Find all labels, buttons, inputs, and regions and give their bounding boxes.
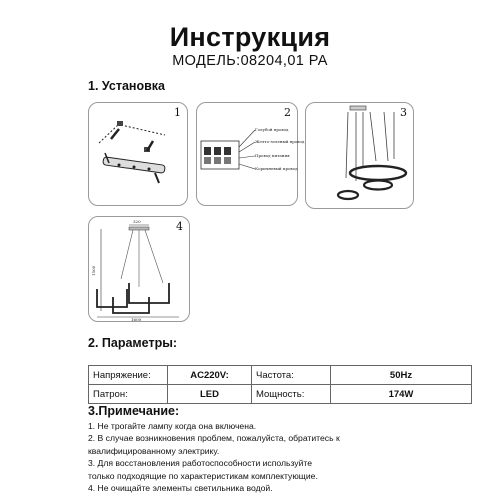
wiring-diagram [197,103,305,205]
list-item: 2. В случае возникновения проблем, пожалуйста, обратитесь к [88,433,340,444]
ring-chandelier-diagram [306,103,413,208]
wire-label-power: Провод питания [255,153,290,158]
list-item: только подходящие по характеристикам комплектующие. [88,470,318,481]
table-row [89,385,472,404]
install-panel-1 [88,102,188,206]
dimension-top-width: 320 [133,219,141,224]
param-value: 50Hz [331,366,472,385]
ceiling-bracket-mounting-diagram [89,103,187,205]
param-label: Частота: [252,366,331,385]
wire-label-brown: Коричневый провод [255,166,298,171]
notes-list [88,420,488,494]
installation-heading: 1. Установка [88,79,165,93]
panel-number: 3 [400,106,407,119]
dimensions-diagram [89,217,189,321]
list-item: квалифицированному электрику. [88,445,220,456]
install-panel-2 [196,102,305,206]
wire-label-yellow-green: Желто-зеленый провод [255,139,305,144]
list-item: 1. Не трогайте лампу когда она включена. [88,421,257,431]
list-item: 4. Не очищайте элементы светильника водой. [88,483,273,494]
wire-label-blue: Голубой провод [255,127,289,132]
install-panel-3 [305,102,414,209]
param-label: Напряжение: [89,366,168,385]
param-value: 174W [331,385,472,404]
panel-number: 1 [174,106,181,119]
param-value: AC220V: [168,366,252,385]
parameters-heading: 2. Параметры: [88,336,178,350]
param-value: LED [168,385,252,404]
dimension-width: 1600 [131,317,142,322]
model-number: МОДЕЛЬ:08204,01 PA [172,53,328,69]
dimension-height: 1500 [91,265,96,276]
install-panel-4 [88,216,190,322]
notes-heading: 3.Примечание: [88,404,180,418]
table-row [89,366,472,385]
param-label: Патрон: [89,385,168,404]
param-label: Мощность: [252,385,331,404]
panel-number: 2 [284,106,291,119]
list-item: 3. Для восстановления работоспособности используйте [88,458,313,469]
document-title: Инструкция [169,22,331,52]
panel-number: 4 [176,220,183,233]
parameters-table [88,365,472,404]
